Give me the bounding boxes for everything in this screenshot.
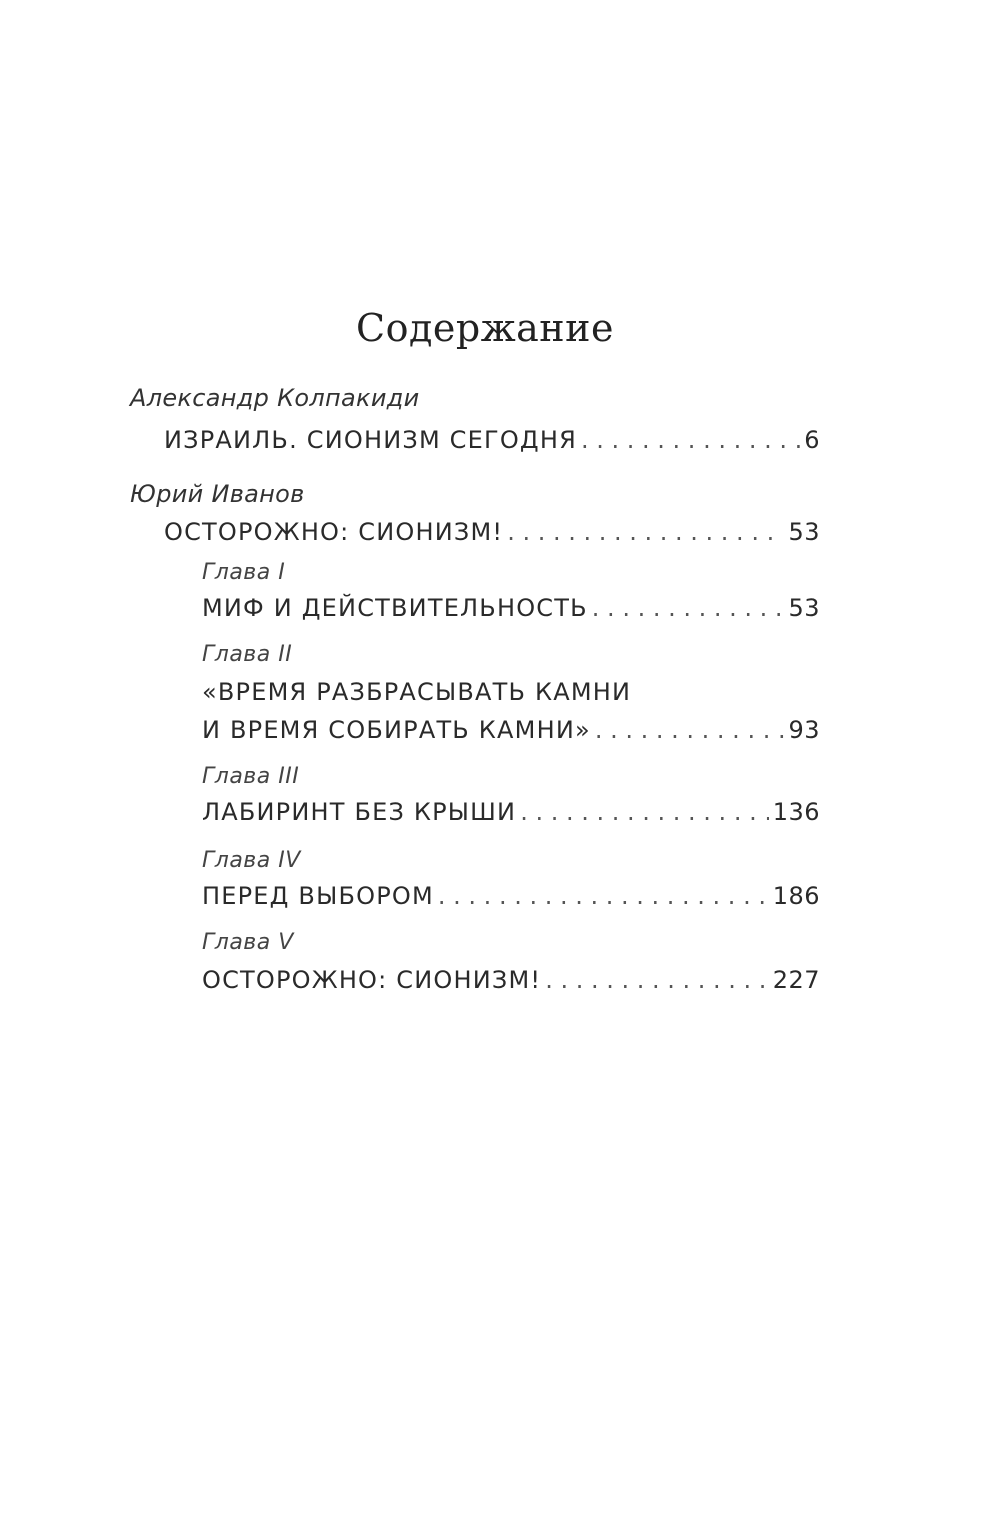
toc-entry-page: 186 (772, 882, 820, 910)
chapter-heading: Глава I (202, 560, 286, 585)
toc-entry[interactable] (202, 798, 820, 826)
dot-leader (545, 966, 769, 994)
toc-entry-page: 53 (788, 518, 820, 546)
toc-entry-page: 227 (772, 966, 820, 994)
toc-entry-label: ОСТОРОЖНО: СИОНИЗМ! (164, 518, 504, 546)
toc-entry[interactable] (164, 426, 820, 454)
toc-entry-label: ИЗРАИЛЬ. СИОНИЗМ СЕГОДНЯ (164, 426, 577, 454)
chapter-heading: Глава III (202, 764, 300, 789)
toc-entry[interactable] (202, 882, 820, 910)
toc-entry-label: ОСТОРОЖНО: СИОНИЗМ! (202, 966, 542, 994)
dot-leader (595, 716, 785, 744)
toc-entry[interactable] (202, 966, 820, 994)
toc-entry-label: ЛАБИРИНТ БЕЗ КРЫШИ (202, 798, 517, 826)
toc-entry-page: 6 (804, 426, 820, 454)
toc-entry[interactable] (202, 594, 820, 622)
dot-leader (438, 882, 769, 910)
toc-entry-page: 53 (788, 594, 820, 622)
toc-entry[interactable] (164, 518, 820, 546)
author-name: Юрий Иванов (130, 480, 305, 508)
author-name: Александр Колпакиди (130, 384, 420, 412)
chapter-heading: Глава II (202, 642, 293, 667)
chapter-heading: Глава IV (202, 848, 301, 873)
dot-leader (592, 594, 785, 622)
toc-entry[interactable] (202, 716, 820, 744)
dot-leader (581, 426, 800, 454)
toc-entry-label: ПЕРЕД ВЫБОРОМ (202, 882, 434, 910)
toc-entry-label: МИФ И ДЕЙСТВИТЕЛЬНОСТЬ (202, 594, 588, 622)
toc-entry-label: И ВРЕМЯ СОБИРАТЬ КАМНИ» (202, 716, 591, 744)
toc-entry-label-line[interactable]: «ВРЕМЯ РАЗБРАСЫВАТЬ КАМНИ (202, 678, 632, 706)
dot-leader (520, 798, 768, 826)
toc-entry-page: 93 (788, 716, 820, 744)
chapter-heading: Глава V (202, 930, 294, 955)
page-title: Содержание (356, 306, 614, 350)
toc-entry-page: 136 (772, 798, 820, 826)
dot-leader (507, 518, 784, 546)
